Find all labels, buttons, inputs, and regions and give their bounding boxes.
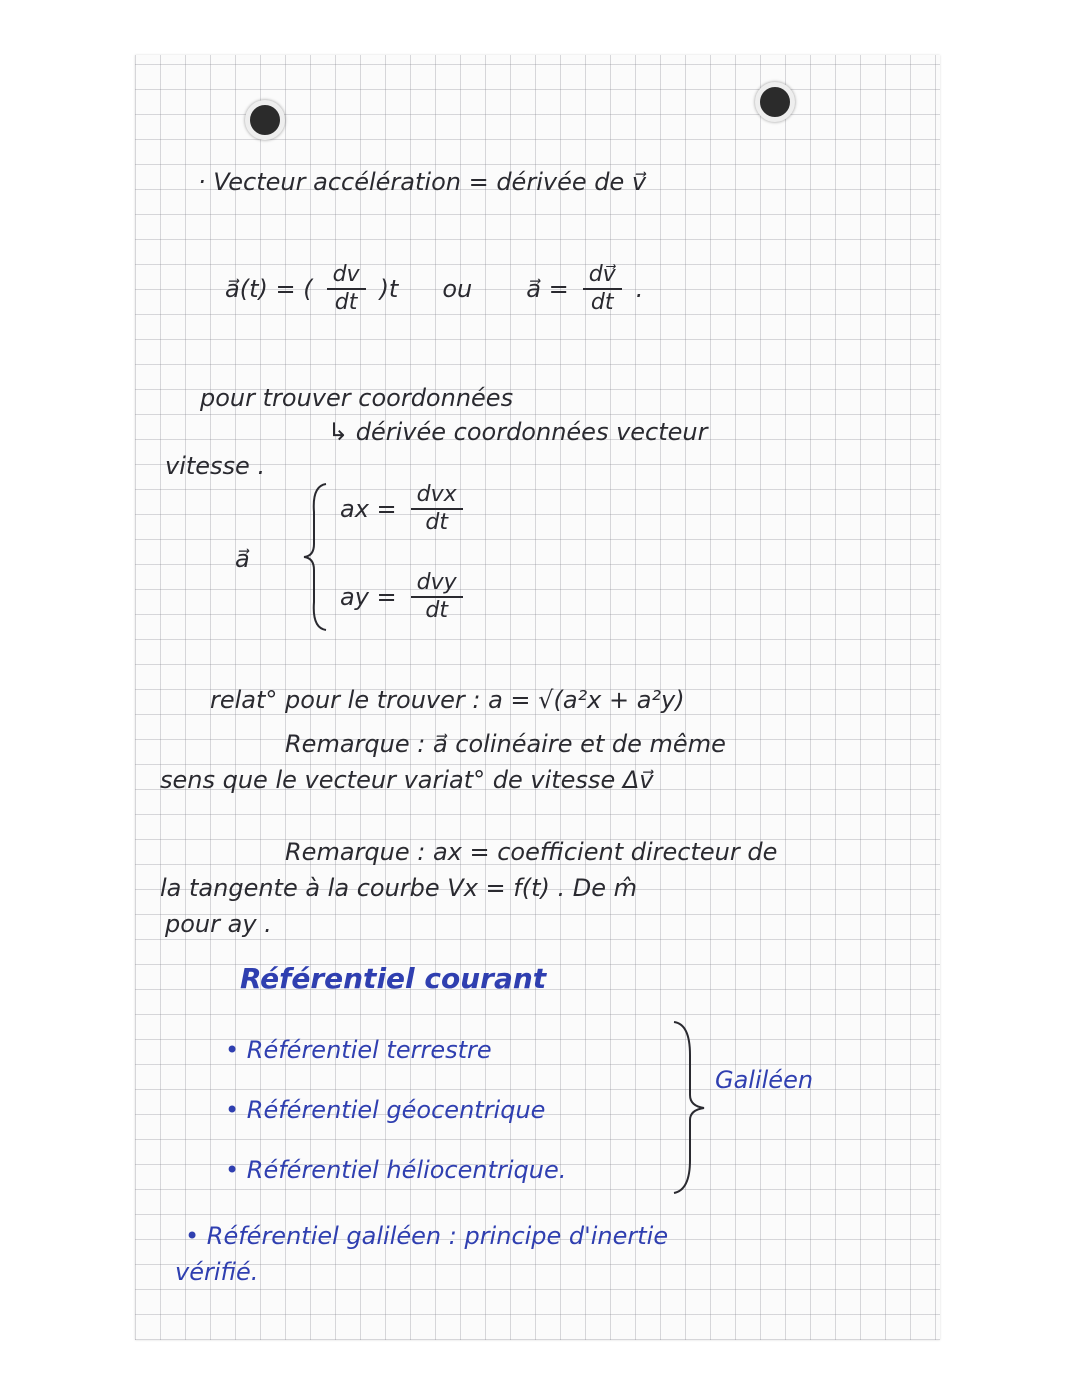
coords-line-1: pour trouver coordonnées — [200, 384, 514, 412]
formula-end: . — [635, 275, 644, 303]
formula-lhs2: a⃗ = — [526, 275, 569, 303]
formula-row — [225, 262, 643, 316]
frac-num: dvy — [411, 570, 463, 598]
coords-line-2: ↳ dérivée coordonnées vecteur — [328, 418, 708, 446]
remark1-line-2: sens que le vecteur variat° de vitesse Δv⃗ — [160, 766, 654, 794]
ax-row — [340, 482, 463, 536]
group-brace — [670, 1020, 710, 1195]
ay-label: ay = — [340, 583, 397, 611]
ay-row — [340, 570, 463, 624]
list-item: • Référentiel terrestre — [225, 1036, 492, 1064]
coords-line-3: vitesse . — [165, 452, 266, 480]
ay-fraction — [411, 570, 463, 624]
ax-label: ax = — [340, 495, 397, 523]
frac-den: dt — [425, 510, 448, 535]
relation-line: relat° pour le trouver : a = √(a²x + a²y) — [210, 686, 685, 714]
remark2-line-3: pour ay . — [165, 910, 272, 938]
frac-num: dvx — [411, 482, 463, 510]
formula-sub: )t — [379, 275, 399, 303]
group-label: Galiléen — [715, 1066, 814, 1094]
system-vector: a⃗ — [235, 545, 250, 573]
frac-num: dv — [327, 262, 366, 290]
punch-hole-right — [755, 82, 795, 122]
galilean-line-2: vérifié. — [175, 1258, 259, 1286]
list-item: • Référentiel géocentrique — [225, 1096, 546, 1124]
ax-fraction — [411, 482, 463, 536]
section-heading: Référentiel courant — [240, 962, 547, 995]
formula-fraction-1 — [327, 262, 366, 316]
formula-fraction-2 — [583, 262, 622, 316]
punch-hole-left — [245, 100, 285, 140]
formula-lhs: a⃗(t) = ( — [225, 275, 313, 303]
frac-den: dt — [425, 598, 448, 623]
list-item: • Référentiel héliocentrique. — [225, 1156, 567, 1184]
frac-num: dv⃗ — [583, 262, 622, 290]
remark2-line-1: Remarque : ax = coefficient directeur de — [285, 838, 778, 866]
remark1-line-1: Remarque : a⃗ colinéaire et de même — [285, 730, 726, 758]
frac-den: dt — [334, 290, 358, 315]
remark2-line-2: la tangente à la courbe Vx = f(t) . De m̂ — [160, 874, 637, 902]
galilean-line-1: • Référentiel galiléen : principe d'inertie — [185, 1222, 669, 1250]
system-brace — [300, 482, 330, 632]
frac-den: dt — [590, 290, 614, 315]
title-line: · Vecteur accélération = dérivée de v⃗ — [198, 168, 647, 196]
formula-ou: ou — [442, 275, 473, 303]
